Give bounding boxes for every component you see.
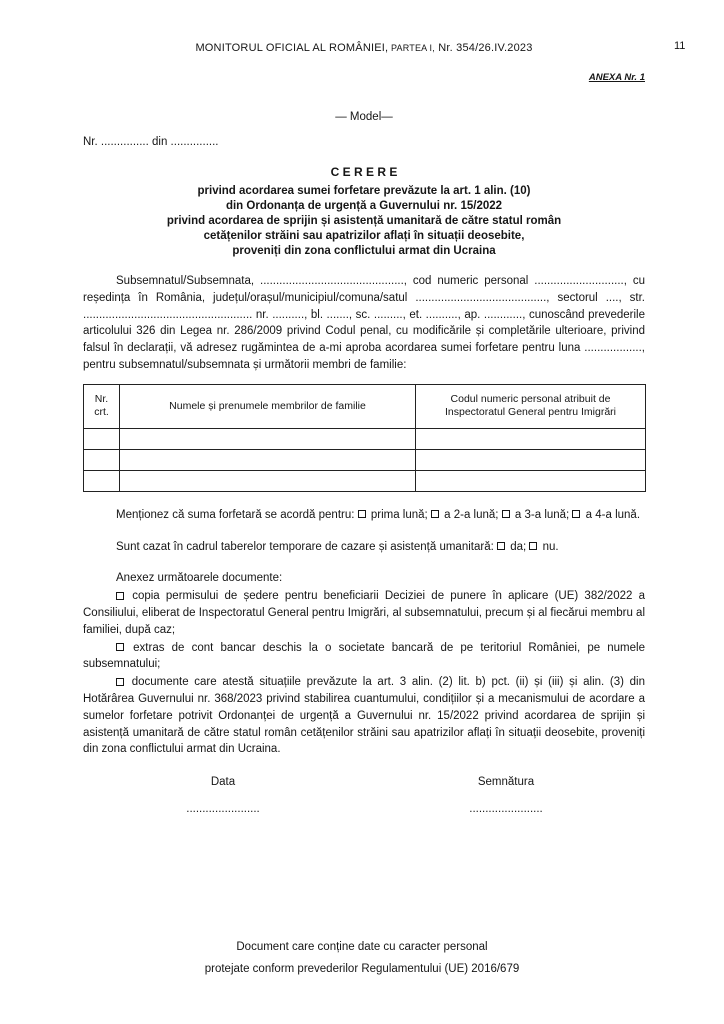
table-cell bbox=[120, 470, 416, 491]
checkbox-residence-permit-copy[interactable] bbox=[116, 592, 124, 600]
lump-sum-option-2: a 2-a lună; bbox=[444, 508, 499, 521]
document-item-situation-proof bbox=[83, 674, 645, 758]
lump-sum-period-line bbox=[83, 507, 645, 524]
checkbox-bank-statement[interactable] bbox=[116, 643, 124, 651]
table-row bbox=[84, 470, 646, 491]
document-item-text: copia permisului de ședere pentru beneficiarii Deciziei de punere în aplicare (UE) 382/2022 a Consiliului, eliberat de Inspectoratul General pentru Imigrări, al subsemnatului, precum și al fiecărui membru al familiei, după caz; bbox=[83, 590, 645, 636]
lump-sum-option-1: prima lună; bbox=[370, 508, 428, 521]
column-header-nr-crt: Nr. crt. bbox=[84, 384, 120, 428]
lump-sum-intro: Menționez că suma forfetară se acordă pentru: bbox=[116, 508, 355, 521]
table-header-row bbox=[84, 384, 646, 428]
form-subtitle-line: privind acordarea sumei forfetare prevăzute la art. 1 alin. (10) bbox=[197, 184, 531, 197]
privacy-footer-line-1: Document care conține date cu caracter personal bbox=[236, 941, 488, 953]
lump-sum-option-4: a 4-a lună. bbox=[585, 508, 641, 521]
document-item-bank-statement bbox=[83, 640, 645, 674]
checkbox-accommodation-no[interactable] bbox=[529, 542, 537, 550]
signature-fill-line: ....................... bbox=[469, 802, 543, 815]
journal-masthead bbox=[83, 40, 645, 57]
table-cell bbox=[120, 428, 416, 449]
table-cell bbox=[416, 449, 646, 470]
checkbox-fourth-month[interactable] bbox=[572, 510, 580, 518]
table-row bbox=[84, 428, 646, 449]
form-subtitle-line: proveniți din zona conflictului armat din Ucraina bbox=[232, 244, 496, 257]
table-cell bbox=[416, 470, 646, 491]
privacy-footer bbox=[0, 936, 724, 980]
registration-number-line: Nr. ............... din ............... bbox=[83, 136, 219, 149]
accommodation-option-no: nu. bbox=[542, 540, 559, 553]
table-cell bbox=[416, 428, 646, 449]
checkbox-first-month[interactable] bbox=[358, 510, 366, 518]
table-row bbox=[84, 449, 646, 470]
checkbox-situation-documents[interactable] bbox=[116, 678, 124, 686]
annex-label bbox=[83, 70, 645, 87]
accommodation-intro: Sunt cazat în cadrul taberelor temporare de cazare și asistență umanitară: bbox=[116, 540, 494, 553]
model-label: — Model— bbox=[335, 110, 393, 123]
accommodation-line bbox=[83, 539, 645, 556]
table-cell bbox=[84, 449, 120, 470]
journal-issue: Nr. 354/26.IV.2023 bbox=[434, 42, 533, 54]
signature-block bbox=[83, 774, 645, 818]
form-title-block bbox=[83, 164, 645, 259]
page-content bbox=[83, 0, 645, 818]
checkbox-third-month[interactable] bbox=[502, 510, 510, 518]
table-cell bbox=[84, 428, 120, 449]
applicant-declaration-paragraph: Subsemnatul/Subsemnata, ............................................., cod numeric personal ............................, cu reședința în România, județul/orașul/municipiul/comuna/satul ........................................., sectorul ...., str. ..................................................... nr. .........., bl. ......., sc. ........., et. .........., ap. ............, cunoscând prevederile articolului 326 din Legea nr. 286/2009 privind Codul penal, cu modificările și completările ulterioare, privind falsul în declarații, vă adresez rugămintea de a-mi aproba acordarea sumei forfetare pentru luna .................., pentru subsemnatul/subsemnata și următorii membri de familie: bbox=[83, 274, 645, 371]
annex-text: ANEXA Nr. 1 bbox=[588, 71, 645, 83]
checkbox-accommodation-yes[interactable] bbox=[497, 542, 505, 550]
signature-label: Semnătura bbox=[477, 776, 535, 789]
date-fill-line: ....................... bbox=[186, 802, 260, 815]
journal-part: PARTEA I, bbox=[388, 43, 435, 53]
page-number: 11 bbox=[674, 40, 686, 52]
date-column bbox=[173, 774, 273, 818]
checkbox-second-month[interactable] bbox=[431, 510, 439, 518]
date-label: Data bbox=[210, 776, 236, 789]
document-item-text: extras de cont bancar deschis la o societate bancară de pe teritoriul României, pe numele subsemnatului; bbox=[83, 641, 645, 671]
column-header-name: Numele și prenumele membrilor de familie bbox=[120, 384, 416, 428]
form-subtitle-line: cetățenilor străini sau apatrizilor aflați în situații deosebite, bbox=[203, 229, 525, 242]
form-subtitle-line: din Ordonanța de urgență a Guvernului nr. 15/2022 bbox=[225, 199, 503, 212]
table-cell bbox=[84, 470, 120, 491]
document-item-residence-permit bbox=[83, 588, 645, 638]
documents-intro: Anexez următoarele documente: bbox=[116, 572, 283, 585]
lump-sum-option-3: a 3-a lună; bbox=[514, 508, 570, 521]
document-item-text: documente care atestă situațiile prevăzute la art. 3 alin. (2) lit. b) pct. (ii) și (iii) și alin. (3) din Hotărârea Guvernului nr. 368/2023 privind stabilirea cuantumului, condițiilor și a mecanismului de acordare a sumelor forfetare potrivit Ordonanței de urgență a Guvernului nr. 15/2022 privind acordarea de sprijin și asistență umanitară de către statul român cetățenilor străini sau apatrizilor aflați în situații deosebite, proveniți din zona conflictului armat din Ucraina. bbox=[83, 676, 645, 756]
table-cell bbox=[120, 449, 416, 470]
form-subtitle-line: privind acordarea de sprijin și asistență umanitară de către statul român bbox=[166, 214, 562, 227]
signature-column bbox=[451, 774, 561, 818]
form-title: C E R E R E bbox=[330, 165, 398, 180]
journal-title: MONITORUL OFICIAL AL ROMÂNIEI, bbox=[195, 42, 389, 54]
accommodation-option-yes: da; bbox=[510, 540, 527, 553]
privacy-footer-line-2: protejate conform prevederilor Regulamentului (UE) 2016/679 bbox=[204, 963, 520, 975]
family-members-table bbox=[83, 384, 646, 492]
column-header-cnp: Codul numeric personal atribuit de Inspectoratul General pentru Imigrări bbox=[416, 384, 646, 428]
